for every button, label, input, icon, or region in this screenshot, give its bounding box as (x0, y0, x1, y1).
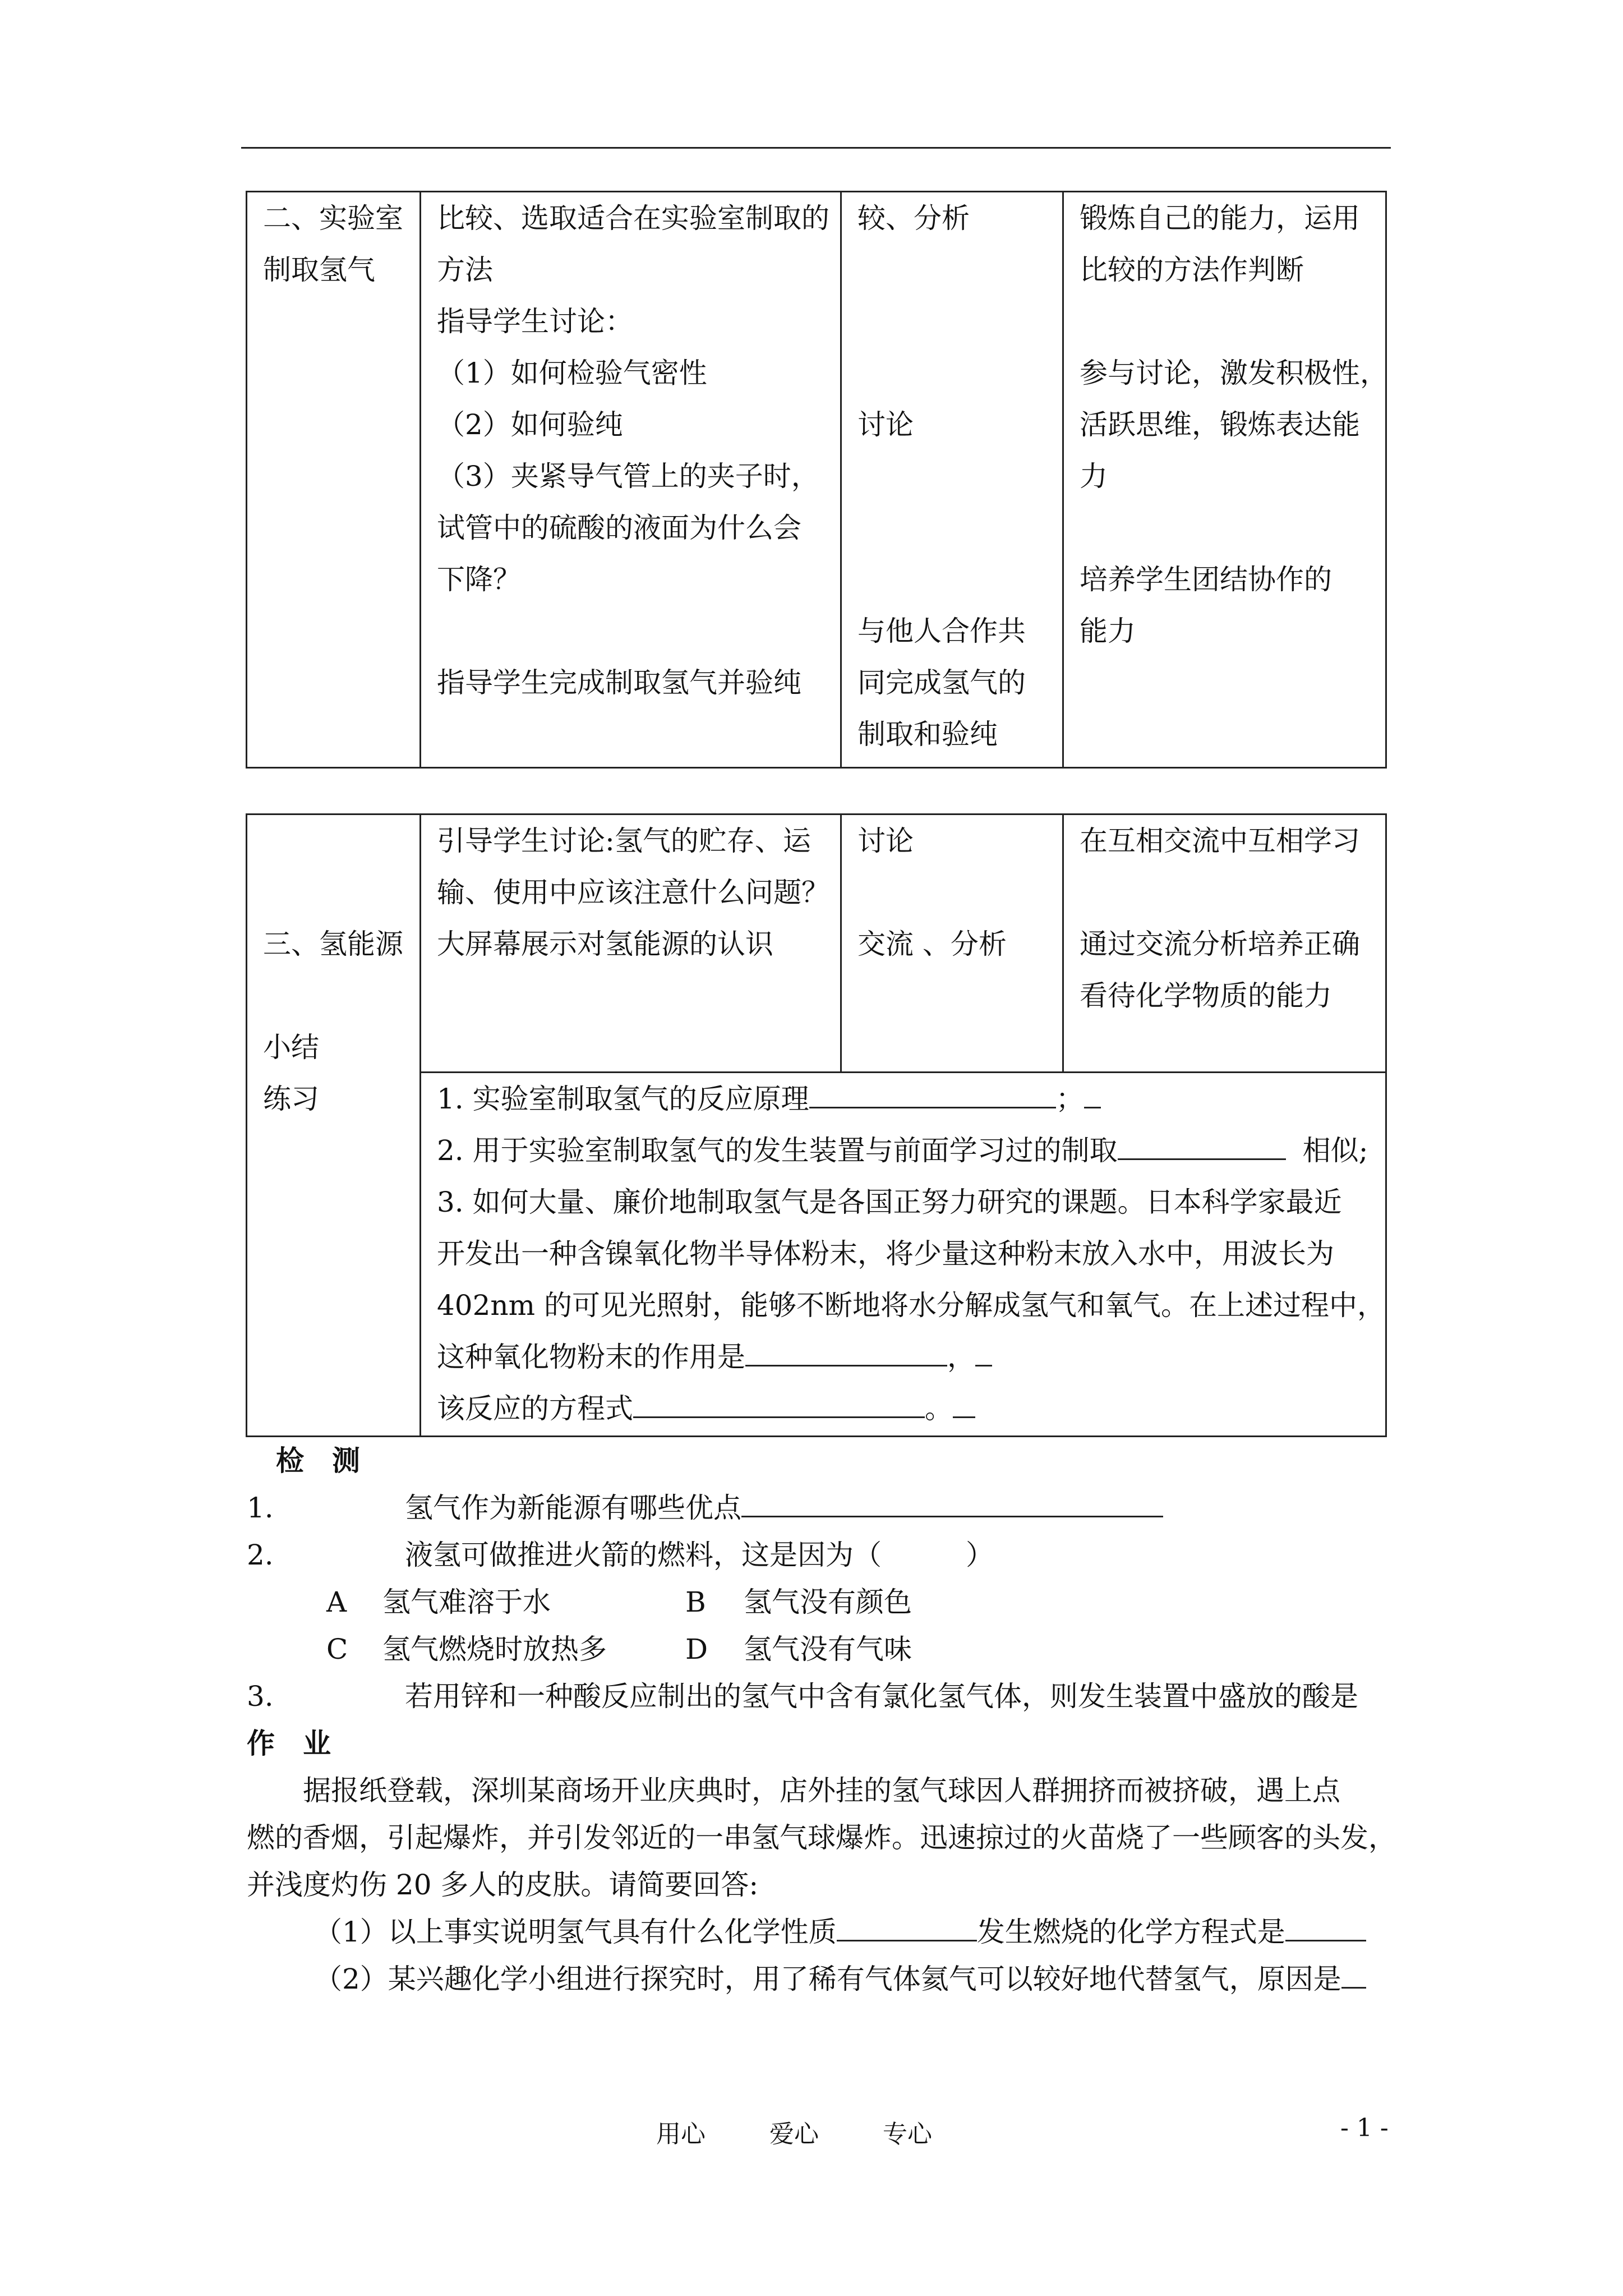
footer-text-3: 专心 (883, 2120, 932, 2148)
homework-q2: （2）某兴趣化学小组进行探究时，用了稀有气体氦气可以较好地代替氢气，原因是 (314, 1955, 1366, 2003)
test-q2: 液氢可做推进火箭的燃料，这是因为（ ） (405, 1539, 994, 1571)
answer-blank[interactable] (633, 1385, 925, 1418)
option-c-label: C (326, 1633, 348, 1665)
option-b-label: B (685, 1586, 706, 1618)
lesson-table-2 (246, 813, 1387, 1437)
option-a-label: A (326, 1586, 347, 1618)
homework-para-3: 并浅度灼伤 20 多人的皮肤。请简要回答: (247, 1869, 759, 1901)
option-b: 氢气没有颜色 (744, 1586, 912, 1618)
footer-text-2: 爱心 (769, 2120, 819, 2148)
footer-text-1: 用心 (656, 2120, 706, 2148)
homework-heading: 作 业 (247, 1727, 331, 1760)
answer-blank[interactable] (741, 1484, 1163, 1517)
t2-exercise-cell: 1. 实验室制取氢气的反应原理 ； 2. 用于实验室制取氢气的发生装置与前面学习过的制取 相似; 3. 如何大量、廉价地制取氢气是各国正努力研究的课题。日本科学家最近 开发出一种含镍氧化物半导体粉末，将少量这种粉末放入水中，用波长为 402nm 的可见光照射，能够不断地将水分解成氢气和氧气。在上述过程中， 这种氧化物粉末的作用是 ， 该反应的方程式 。 (421, 1073, 1386, 1437)
test-q1: 氢气作为新能源有哪些优点 (405, 1484, 1163, 1531)
header-rule (241, 147, 1391, 149)
homework-para-2: 燃的香烟，引起爆炸，并引发邻近的一串氢气球爆炸。迅速掠过的火苗烧了一些顾客的头发， (247, 1821, 1396, 1854)
answer-blank[interactable] (809, 1075, 1034, 1108)
t2-section-cell: 三、氢能源 小结 练习 (247, 815, 421, 1437)
t2-intent-cell: 在互相交流中互相学习 通过交流分析培养正确 看待化学物质的能力 (1063, 815, 1386, 1073)
answer-blank[interactable] (1285, 1908, 1366, 1941)
option-c: 氢气燃烧时放热多 (382, 1633, 607, 1665)
test-q3: 若用锌和一种酸反应制出的氢气中含有氯化氢气体，则发生装置中盛放的酸是 (405, 1680, 1358, 1713)
lesson-table-1 (246, 191, 1387, 769)
answer-blank[interactable] (1341, 1955, 1366, 1989)
test-q2-num: 2. (247, 1539, 274, 1571)
t1-student-cell: 较、分析 讨论 与他人合作共 同完成氢气的 制取和验纯 (841, 192, 1063, 768)
t1-section-cell: 二、实验室 制取氢气 (247, 192, 421, 768)
option-d-label: D (685, 1633, 708, 1665)
homework-para-1: 据报纸登载，深圳某商场开业庆典时，店外挂的氢气球因人群拥挤而被挤破，遇上点 (303, 1774, 1340, 1807)
test-heading: 检 测 (276, 1444, 360, 1477)
t2-teacher-cell: 引导学生讨论:氢气的贮存、运 输、使用中应该注意什么问题？ 大屏幕展示对氢能源的认识 (421, 815, 841, 1073)
test-q1-num: 1. (247, 1492, 274, 1524)
answer-blank[interactable] (1118, 1127, 1286, 1160)
answer-blank[interactable] (745, 1333, 947, 1366)
t1-teacher-cell: 比较、选取适合在实验室制取的 方法 指导学生讨论： （1）如何检验气密性 （2）如何验纯 （3）夹紧导气管上的夹子时， 试管中的硫酸的液面为什么会 下降？ 指导学生完成制取氢气并验纯 (421, 192, 841, 768)
answer-blank[interactable] (837, 1908, 977, 1941)
homework-q1: （1）以上事实说明氢气具有什么化学性质 发生燃烧的化学方程式是 (314, 1908, 1366, 1955)
test-q3-num: 3. (247, 1680, 274, 1713)
page-number: - 1 - (1340, 2114, 1389, 2142)
option-d: 氢气没有气味 (744, 1633, 912, 1665)
t1-intent-cell: 锻炼自己的能力，运用 比较的方法作判断 参与讨论，激发积极性， 活跃思维，锻炼表达能 力 培养学生团结协作的 能力 (1063, 192, 1386, 768)
option-a: 氢气难溶于水 (382, 1586, 551, 1618)
t2-student-cell: 讨论 交流 、分析 (841, 815, 1063, 1073)
